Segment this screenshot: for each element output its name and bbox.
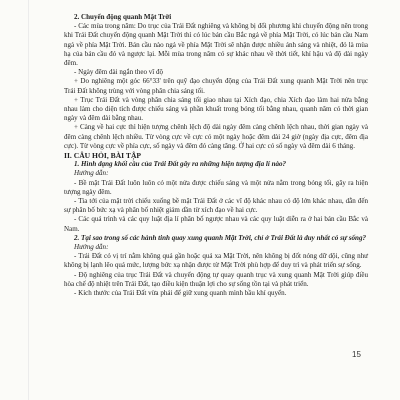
page-content (64, 13, 368, 298)
answer-2b: - Độ nghiêng của trục Trái Đất và chuyển động tự quay quanh trục và xung quanh Mặt Trời giúp điều hòa chế độ nhiệt trên Trái Đất, tạo điều kiện thuận lợi cho sự sống tồn tại và phát triển. (64, 270, 368, 288)
page-number: 15 (352, 350, 361, 359)
guide-label-2: Hướng dẫn: (74, 243, 109, 252)
paragraph-axis-tilt: + Do nghiêng một góc 66°33' trên quỹ đạo chuyển động của Trái Đất xung quanh Mặt Trời nên trục Trái Đất không trùng với vòng phân chia sáng tối. (64, 77, 368, 95)
paragraph-daylength-title: - Ngày đêm dài ngắn theo vĩ độ (74, 68, 164, 77)
paragraph-seasons: - Các mùa trong năm: Do trục của Trái Đất nghiêng và không bị đổi phương khi chuyển động nên trong khi Trái Đất chuyển động quanh Mặt Trời thì có lúc bán cầu Bắc ngả về phía Mặt Trời, có lúc bán cầu Nam ngả về phía Mặt Trời. Bán cầu nào ngả về phía Mặt Trời sẽ nhận được nhiều ánh sáng và nhiệt, đó là mùa hạ của bán cầu đó và ngược lại. Mỗi mùa trong năm có sự khác nhau về thời tiết, khí hậu và độ dài ngày đêm. (64, 22, 368, 68)
question-2: 2. Tại sao trong số các hành tinh quay xung quanh Mặt Trời, chỉ ở Trái Đất là duy nhất có sự sống? (74, 233, 367, 242)
answer-1c: - Các quá trình và các quy luật địa lí phân bố ngược nhau và các quy luật diễn ra ở hai bán cầu Bắc và Nam. (64, 215, 368, 233)
answer-1a: - Bề mặt Trái Đất luôn luôn có một nửa được chiếu sáng và một nửa nằm trong bóng tối, gây ra hiện tượng ngày đêm. (64, 178, 368, 196)
question-1: 1. Hình dạng khối cầu của Trái Đất gây ra những hiện tượng địa lí nào? (74, 160, 287, 169)
answer-1b: - Tia tới của mặt trời chiếu xuống bề mặt Trái Đất ở các vĩ độ khác nhau có độ lớn khác nhau, dẫn đến sự phân bố bức xạ và phân bố nhiệt giảm dần từ xích đạo về hai cực. (64, 197, 368, 215)
page-seam (28, 0, 29, 400)
answer-2a: - Trái Đất có vị trí nằm không quá gần hoặc quá xa Mặt Trời, nên không bị đốt nóng dữ dội, cũng như không bị lạnh lẽo quá mức, lượng bức xạ nhận được từ Mặt Trời phù hợp để duy trì và phát triển sự sống. (64, 252, 368, 270)
subheading-orbit: 2. Chuyển động quanh Mặt Trời (74, 13, 172, 21)
paragraph-equator: + Trục Trái Đất và vòng phân chia sáng tối giao nhau tại Xích đạo, chia Xích đạo làm hai nửa bằng nhau làm cho diện tích được chiếu sáng và phần khuất trong bóng tối bằng nhau, quanh năm có thời gian ngày và đêm dài bằng nhau. (64, 95, 368, 123)
section-heading: II. CÂU HỎI, BÀI TẬP (64, 151, 142, 161)
guide-label-1: Hướng dẫn: (74, 169, 109, 178)
answer-2c: - Kích thước của Trái Đất vừa phải để giữ xung quanh mình bầu khí quyển. (74, 289, 287, 298)
paragraph-poles: + Càng về hai cực thì hiện tượng chênh lệch độ dài ngày đêm càng chênh lệch nhau, thời gian ngày và đêm càng chênh lệch nhiều. Từ vòng cực về cực có một ngày hoặc đêm dài 24 giờ (ngày địa cực, đêm địa cực). Từ vòng cực về phía cực, số ngày và đêm đó càng tăng. Ở hai cực có số ngày và đêm dài 6 tháng. (64, 123, 368, 150)
